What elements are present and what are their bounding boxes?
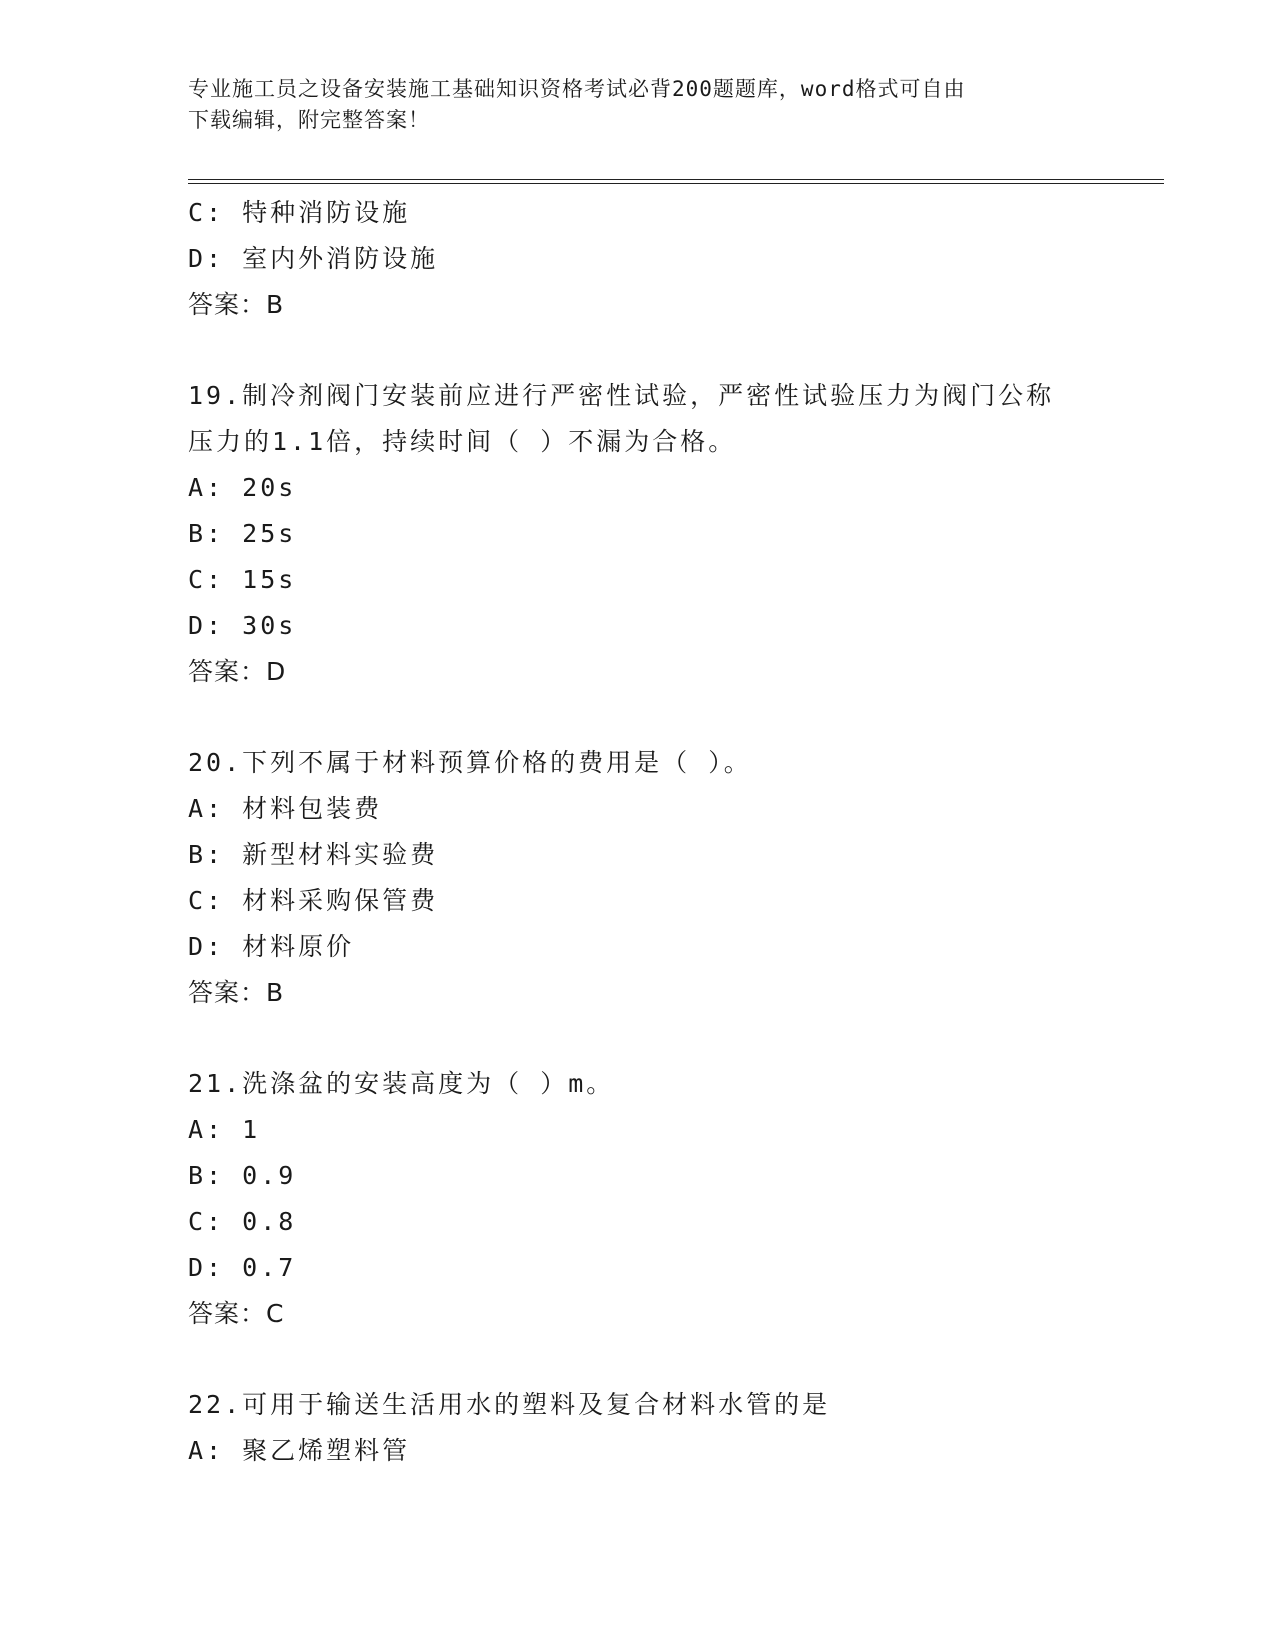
answer: 答案：B <box>188 978 285 1007</box>
option-d: D: 室内外消防设施 <box>188 244 439 273</box>
option-c: C: 15s <box>188 565 297 594</box>
answer: 答案：C <box>188 1299 285 1328</box>
answer: 答案：B <box>188 290 285 319</box>
question-21 <box>188 1061 1088 1337</box>
header-line-2: 下载编辑，附完整答案！ <box>188 108 430 132</box>
question-stem: 压力的1.1倍，持续时间（ ）不漏为合格。 <box>188 427 737 456</box>
option-a: A: 1 <box>188 1115 261 1144</box>
option-d: D: 材料原价 <box>188 932 355 961</box>
option-b: B: 25s <box>188 519 297 548</box>
option-c: C: 0.8 <box>188 1207 297 1236</box>
question-19 <box>188 373 1088 695</box>
option-b: B: 新型材料实验费 <box>188 840 439 869</box>
question-previous <box>188 190 1088 328</box>
option-d: D: 0.7 <box>188 1253 297 1282</box>
option-a: A: 材料包装费 <box>188 794 383 823</box>
question-stem: 19.制冷剂阀门安装前应进行严密性试验，严密性试验压力为阀门公称 <box>188 381 1055 410</box>
document-header <box>188 74 1088 136</box>
header-divider-top <box>188 179 1164 180</box>
question-20 <box>188 740 1088 1016</box>
question-list <box>188 190 1088 1474</box>
option-c: C: 特种消防设施 <box>188 198 411 227</box>
question-stem: 21.洗涤盆的安装高度为（ ）m。 <box>188 1069 615 1098</box>
question-22 <box>188 1382 1088 1474</box>
answer: 答案：D <box>188 657 287 686</box>
option-d: D: 30s <box>188 611 297 640</box>
option-a: A: 20s <box>188 473 297 502</box>
option-b: B: 0.9 <box>188 1161 297 1190</box>
option-a: A: 聚乙烯塑料管 <box>188 1436 411 1465</box>
question-stem: 20.下列不属于材料预算价格的费用是（ ）。 <box>188 748 752 777</box>
header-line-1: 专业施工员之设备安装施工基础知识资格考试必背200题题库，word格式可自由 <box>188 77 966 101</box>
header-divider-bottom <box>188 183 1164 184</box>
question-stem: 22.可用于输送生活用水的塑料及复合材料水管的是 <box>188 1390 831 1419</box>
option-c: C: 材料采购保管费 <box>188 886 439 915</box>
